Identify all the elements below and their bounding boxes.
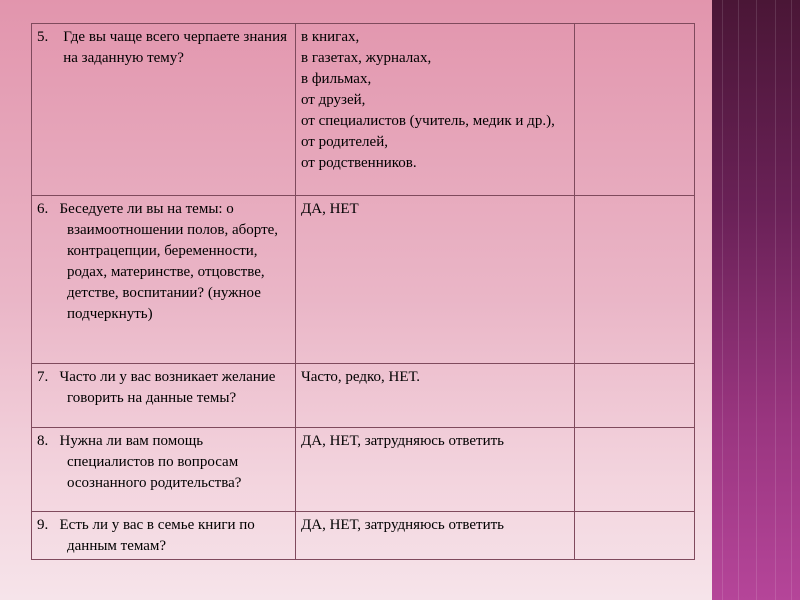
- table-row: [32, 512, 695, 560]
- answers-cell: [296, 364, 575, 428]
- answer-option: от родителей,: [301, 134, 388, 150]
- answers-cell: [296, 428, 575, 512]
- question-number: 6.: [37, 201, 49, 217]
- answer-option: от друзей,: [301, 92, 366, 108]
- answer-option: от специалистов (учитель, медик и др.),: [301, 113, 555, 129]
- question-text: Где вы чаще всего черпаете знания на заданную тему?: [63, 29, 287, 66]
- question-text: Часто ли у вас возникает желание говорить на данные темы?: [59, 369, 276, 406]
- question-text: Нужна ли вам помощь специалистов по вопросам осознанного родительства?: [59, 433, 242, 491]
- answer-option: ДА, НЕТ, затрудняюсь ответить: [301, 517, 505, 533]
- answers-cell: [296, 512, 575, 560]
- response-cell: [575, 196, 695, 364]
- question-text: Беседуете ли вы на темы: о взаимоотношении полов, аборте, контрацепции, беременности, родах, материнстве, отцовстве, детстве, воспитании? (нужное подчеркнуть): [59, 201, 279, 322]
- question-number: 9.: [37, 517, 49, 533]
- answer-option: от родственников.: [301, 155, 417, 171]
- answer-option: в газетах, журналах,: [301, 50, 432, 66]
- answers-cell: [296, 24, 575, 196]
- answer-option: в книгах,: [301, 29, 360, 45]
- response-cell: [575, 512, 695, 560]
- question-number: 7.: [37, 369, 49, 385]
- survey-table: [31, 23, 695, 560]
- answers-cell: [296, 196, 575, 364]
- answer-option: ДА, НЕТ: [301, 201, 359, 217]
- decorative-side-panel: [712, 0, 800, 600]
- answer-option: в фильмах,: [301, 71, 372, 87]
- table-row: [32, 196, 695, 364]
- table-row: [32, 24, 695, 196]
- question-number: 8.: [37, 433, 49, 449]
- question-cell: [32, 512, 296, 560]
- table-row: [32, 364, 695, 428]
- question-cell: [32, 24, 296, 196]
- table-row: [32, 428, 695, 512]
- question-cell: [32, 428, 296, 512]
- response-cell: [575, 364, 695, 428]
- question-number: 5.: [37, 29, 49, 45]
- response-cell: [575, 428, 695, 512]
- question-cell: [32, 364, 296, 428]
- question-cell: [32, 196, 296, 364]
- question-text: Есть ли у вас в семье книги по данным темам?: [59, 517, 255, 554]
- response-cell: [575, 24, 695, 196]
- answer-option: Часто, редко, НЕТ.: [301, 369, 420, 385]
- answer-option: ДА, НЕТ, затрудняюсь ответить: [301, 433, 505, 449]
